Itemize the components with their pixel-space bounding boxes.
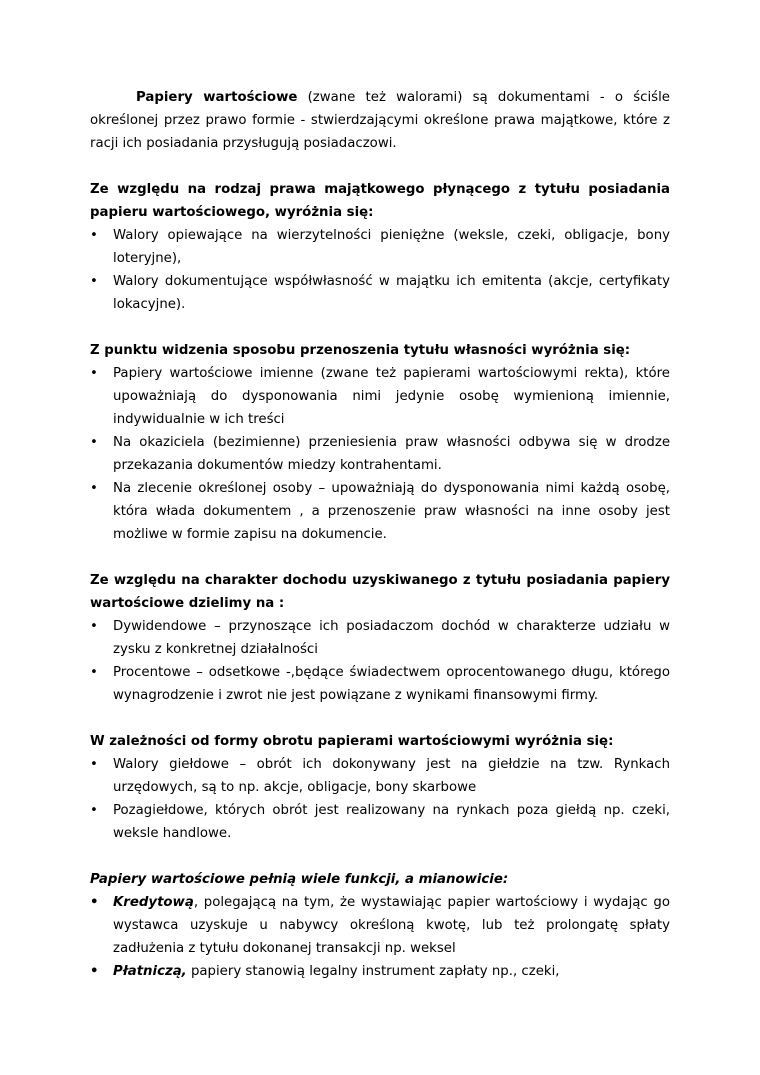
bullet-list xyxy=(90,362,670,546)
list-item xyxy=(90,891,670,960)
bullet-icon: • xyxy=(90,665,98,680)
list-item-text: Na zlecenie określonej osoby – upoważniają do dysponowania nimi każdą osobę, która włada dokumentem , a przenoszenie praw własności na inne osoby jest możliwe w formie zapisu na dokumencie. xyxy=(113,481,670,542)
list-item-text: Papiery wartościowe imienne (zwane też papierami wartościowymi rekta), które upoważniają do dysponowania nimi jedynie osobę wymienioną imiennie, indywidualnie w ich treści xyxy=(113,366,670,427)
bullet-list xyxy=(90,615,670,707)
section-heading: Z punktu widzenia sposobu przenoszenia tytułu własności wyróżnia się: xyxy=(90,343,631,358)
bullet-list xyxy=(90,891,670,983)
list-item xyxy=(90,362,670,431)
list-item xyxy=(90,270,670,316)
function-text: papiery stanowią legalny instrument zapłaty np., czeki, xyxy=(186,964,560,979)
list-item xyxy=(90,224,670,270)
list-item xyxy=(90,477,670,546)
list-item xyxy=(90,615,670,661)
bullet-icon: • xyxy=(90,481,98,496)
section-heading: W zależności od formy obrotu papierami wartościowymi wyróżnia się: xyxy=(90,734,614,749)
intro-text: (zwane też walorami) są dokumentami - o ściśle określonej przez prawo formie - stwierdzającymi określone prawa majątkowe, które z racji ich posiadania przysługują posiadaczowi. xyxy=(90,90,670,151)
bullet-icon: • xyxy=(90,274,98,289)
bullet-icon: • xyxy=(90,435,98,450)
list-item-text: Walory giełdowe – obrót ich dokonywany jest na giełdzie na tzw. Rynkach urzędowych, są to np. akcje, obligacje, bony skarbowe xyxy=(113,757,670,795)
bullet-icon: • xyxy=(90,228,98,243)
bullet-icon: • xyxy=(90,366,98,381)
bullet-icon: • xyxy=(90,803,98,818)
list-item xyxy=(90,753,670,799)
list-item xyxy=(90,960,670,983)
bullet-list xyxy=(90,753,670,845)
section-heading: Ze względu na rodzaj prawa majątkowego płynącego z tytułu posiadania papieru wartościowego, wyróżnia się: xyxy=(90,182,670,220)
list-item-text: Walory dokumentujące współwłasność w majątku ich emitenta (akcje, certyfikaty lokacyjne). xyxy=(113,274,670,312)
list-item-text: Pozagiełdowe, których obrót jest realizowany na rynkach poza giełdą np. czeki, weksle handlowe. xyxy=(113,803,670,841)
bullet-list xyxy=(90,224,670,316)
intro-term: Papiery wartościowe xyxy=(136,90,298,105)
list-item-text: Procentowe – odsetkowe -,będące świadectwem oprocentowanego długu, którego wynagrodzenie i zwrot nie jest powiązane z wynikami finansowymi firmy. xyxy=(113,665,670,703)
list-item xyxy=(90,431,670,477)
functions-heading: Papiery wartościowe pełnią wiele funkcji, a mianowicie: xyxy=(90,872,509,887)
intro-paragraph xyxy=(90,86,670,155)
bullet-icon: • xyxy=(90,964,99,979)
bullet-icon: • xyxy=(90,757,98,772)
list-item-text: Na okaziciela (bezimienne) przeniesienia praw własności odbywa się w drodze przekazania dokumentów miedzy kontrahentami. xyxy=(113,435,670,473)
bullet-icon: • xyxy=(90,895,99,910)
function-text: , polegającą na tym, że wystawiając papier wartościowy i wydając go wystawca uzyskuje u nabywcy określoną kwotę, lub też prolongatę spłaty zadłużenia z tytułu dokonanej transakcji np. weksel xyxy=(113,895,670,956)
function-term: Płatniczą, xyxy=(113,964,187,979)
list-item xyxy=(90,661,670,707)
list-item xyxy=(90,799,670,845)
function-term: Kredytową xyxy=(113,895,194,910)
document-page xyxy=(90,86,670,983)
bullet-icon: • xyxy=(90,619,98,634)
section-heading: Ze względu na charakter dochodu uzyskiwanego z tytułu posiadania papiery wartościowe dzielimy na : xyxy=(90,573,670,611)
list-item-text: Walory opiewające na wierzytelności pieniężne (weksle, czeki, obligacje, bony loteryjne), xyxy=(113,228,670,266)
list-item-text: Dywidendowe – przynoszące ich posiadaczom dochód w charakterze udziału w zysku z konkretnej działalności xyxy=(113,619,670,657)
